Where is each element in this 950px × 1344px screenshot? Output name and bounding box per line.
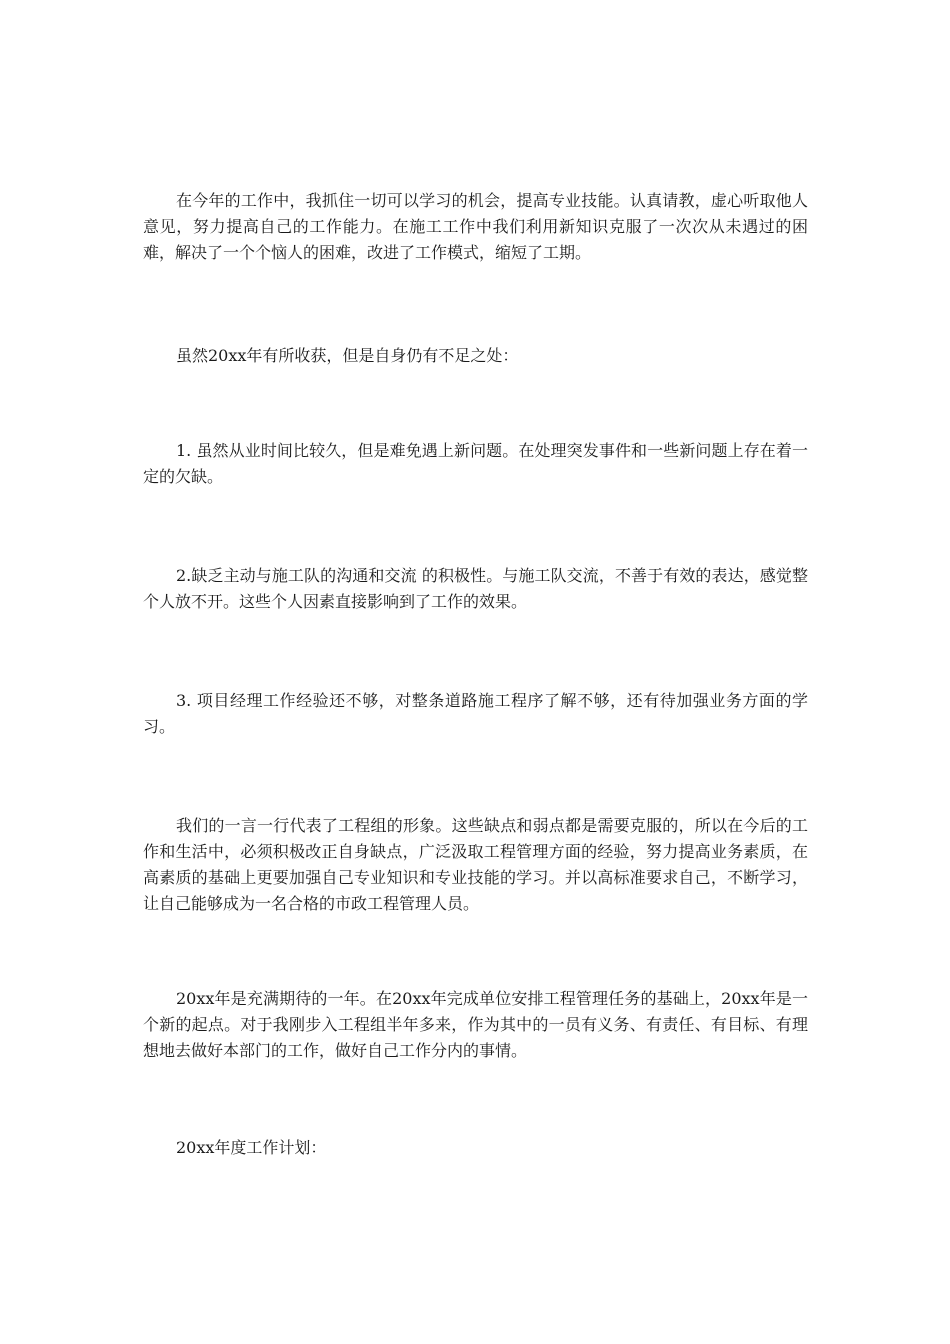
paragraph-work-plan-heading: 20xx年度工作计划： [176,1138,327,1157]
paragraph-new-year: 20xx年是充满期待的一年。在20xx年完成单位安排工程管理任务的基础上，20xx年是一个新的起点。对于我刚步入工程组半年多来，作为其中的一员有义务、有责任、有目标、有理想地去做好本部门的工作，做好自己工作分内的事情。 [143,989,808,1060]
paragraph-learning: 在今年的工作中，我抓住一切可以学习的机会，提高专业技能。认真请教，虚心听取他人意见，努力提高自己的工作能力。在施工工作中我们利用新知识克服了一次次从未遇过的困难，解决了一个个恼人的困难，改进了工作模式，缩短了工期。 [143,191,808,262]
paragraph-shortcoming-3: 3. 项目经理工作经验还不够，对整条道路施工程序了解不够，还有待加强业务方面的学习。 [143,691,808,736]
paragraph-shortcoming-1: 1. 虽然从业时间比较久，但是难免遇上新问题。在处理突发事件和一些新问题上存在着一定的欠缺。 [143,441,808,486]
paragraph-improvement: 我们的一言一行代表了工程组的形象。这些缺点和弱点都是需要克服的，所以在今后的工作和生活中，必须积极改正自身缺点，广泛汲取工程管理方面的经验，努力提高业务素质，在高素质的基础上更要加强自己专业知识和专业技能的学习。并以高标准要求自己，不断学习，让自己能够成为一名合格的市政工程管理人员。 [143,816,808,913]
paragraph-shortcoming-2: 2.缺乏主动与施工队的沟通和交流 的积极性。与施工队交流，不善于有效的表达，感觉整个人放不开。这些个人因素直接影响到了工作的效果。 [143,566,808,611]
paragraph-shortcomings-intro: 虽然20xx年有所收获，但是自身仍有不足之处： [176,346,519,365]
